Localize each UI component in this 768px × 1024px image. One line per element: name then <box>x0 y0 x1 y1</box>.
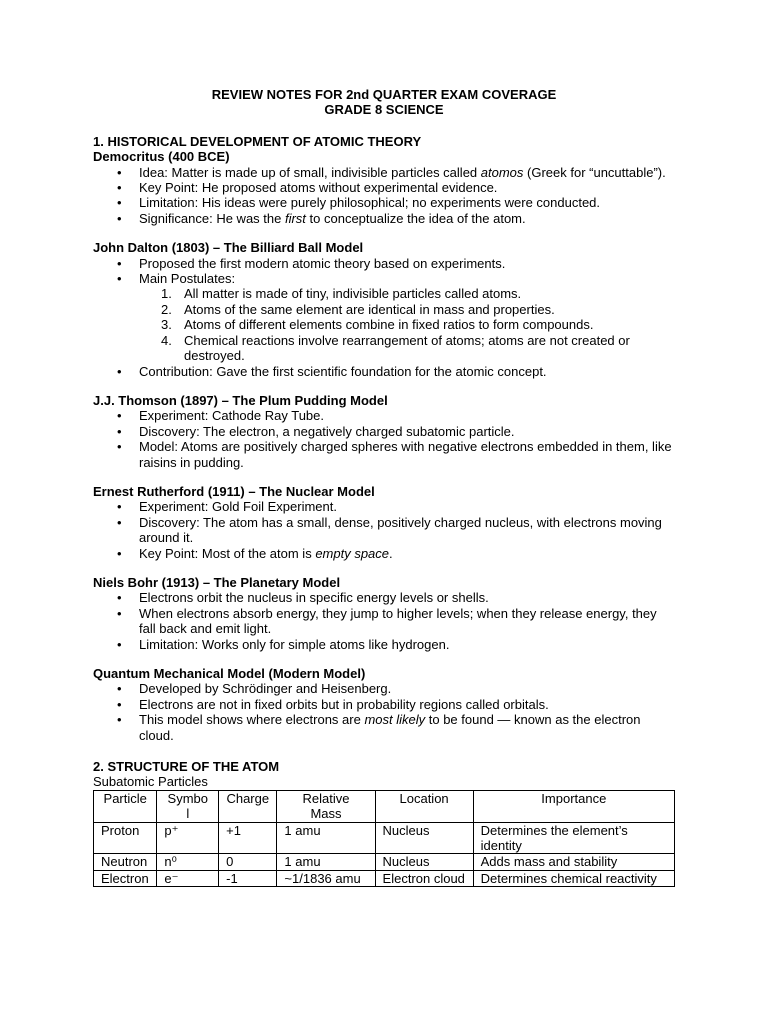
list-item <box>93 712 675 743</box>
cell: Determines the element’s identity <box>473 822 674 854</box>
cell: 1 amu <box>277 854 375 870</box>
thomson-block <box>93 393 675 470</box>
table-row <box>94 822 675 854</box>
text: (Greek for “uncuttable”). <box>523 164 666 180</box>
text: This model shows where electrons are <box>139 712 365 728</box>
emphasis: empty space <box>315 545 390 561</box>
text: Atoms of the same element are identical in mass and properties. <box>184 301 555 317</box>
postulate-item <box>93 286 675 301</box>
cell: 0 <box>219 854 277 870</box>
dalton-heading: John Dalton (1803) – The Billiard Ball Model <box>93 240 364 256</box>
text: Chemical reactions involve rearrangement of atoms; atoms are not created or destroyed. <box>184 332 630 364</box>
list-item: • Key Point: He proposed atoms without experimental evidence. <box>93 180 675 195</box>
text: to be found — known as the electron cloud. <box>139 712 641 743</box>
list-item <box>93 546 675 561</box>
dalton-postulates <box>93 286 675 363</box>
list-item: • Main Postulates: <box>93 271 675 286</box>
cell: p⁺ <box>157 822 219 854</box>
cell: Neutron <box>94 854 157 870</box>
list-item: • Contribution: Gave the first scientific foundation for the atomic concept. <box>93 364 675 379</box>
cell: Determines chemical reactivity <box>473 870 674 886</box>
list-item: • Proposed the first modern atomic theory based on experiments. <box>93 256 675 271</box>
header-particle: Particle <box>94 790 157 822</box>
list-item: • Discovery: The electron, a negatively charged subatomic particle. <box>93 424 675 439</box>
list-item <box>93 165 675 180</box>
thomson-heading: J.J. Thomson (1897) – The Plum Pudding Model <box>93 392 388 408</box>
democritus-heading: Democritus (400 BCE) <box>93 149 230 165</box>
text: Significance: He was the <box>139 210 285 226</box>
postulate-item <box>93 302 675 317</box>
text: Key Point: Most of the atom is <box>139 545 316 561</box>
dalton-list <box>93 256 675 287</box>
item-number: 4. <box>161 332 172 348</box>
quantum-block <box>93 666 675 743</box>
subatomic-particles-subheading: Subatomic Particles <box>93 774 208 790</box>
dalton-list-2 <box>93 364 675 379</box>
cell: +1 <box>219 822 277 854</box>
text: Atoms of different elements combine in fixed ratios to form compounds. <box>184 317 594 333</box>
list-item: • Experiment: Cathode Ray Tube. <box>93 408 675 423</box>
list-item: • Electrons orbit the nucleus in specific energy levels or shells. <box>93 590 675 605</box>
cell: Electron <box>94 870 157 886</box>
thomson-list <box>93 408 675 470</box>
table-row <box>94 854 675 870</box>
document-title-line-2: GRADE 8 SCIENCE <box>324 102 444 118</box>
section-1-heading: 1. HISTORICAL DEVELOPMENT OF ATOMIC THEORY <box>93 133 422 149</box>
text: . <box>389 545 393 561</box>
header-importance: Importance <box>473 790 674 822</box>
header-charge: Charge <box>219 790 277 822</box>
bohr-heading: Niels Bohr (1913) – The Planetary Model <box>93 574 341 590</box>
cell: ~1/1836 amu <box>277 870 375 886</box>
item-number: 3. <box>161 317 172 333</box>
cell: Nucleus <box>375 854 473 870</box>
emphasis: first <box>284 210 306 226</box>
cell: 1 amu <box>277 822 375 854</box>
list-item <box>93 211 675 226</box>
rutherford-list <box>93 499 675 561</box>
text: Idea: Matter is made up of small, indivisible particles called <box>139 164 481 180</box>
cell: Proton <box>94 822 157 854</box>
cell: Adds mass and stability <box>473 854 674 870</box>
list-item: • Discovery: The atom has a small, dense, positively charged nucleus, with electrons moving around it. <box>93 515 675 546</box>
democritus-list <box>93 165 675 227</box>
list-item: • Developed by Schrödinger and Heisenberg. <box>93 681 675 696</box>
text: to conceptualize the idea of the atom. <box>305 210 526 226</box>
section-2-heading: 2. STRUCTURE OF THE ATOM <box>93 759 280 775</box>
list-item: • When electrons absorb energy, they jump to higher levels; when they release energy, they fall back and emit light. <box>93 606 675 637</box>
text: All matter is made of tiny, indivisible particles called atoms. <box>184 286 522 302</box>
quantum-list <box>93 681 675 743</box>
dalton-block <box>93 240 675 379</box>
postulate-item <box>93 333 675 364</box>
rutherford-heading: Ernest Rutherford (1911) – The Nuclear Model <box>93 483 375 499</box>
subatomic-particles-table <box>93 790 675 887</box>
democritus-block <box>93 149 675 226</box>
item-number: 2. <box>161 301 172 317</box>
bohr-list <box>93 590 675 652</box>
emphasis: most likely <box>364 712 426 728</box>
list-item: • Limitation: Works only for simple atoms like hydrogen. <box>93 637 675 652</box>
cell: e⁻ <box>157 870 219 886</box>
postulate-item <box>93 317 675 332</box>
cell: n⁰ <box>157 854 219 870</box>
document-title-line-1: REVIEW NOTES FOR 2nd QUARTER EXAM COVERAGE <box>211 87 557 102</box>
quantum-heading: Quantum Mechanical Model (Modern Model) <box>93 666 366 681</box>
cell: Nucleus <box>375 822 473 854</box>
list-item: • Experiment: Gold Foil Experiment. <box>93 499 675 514</box>
table-header-row <box>94 790 675 822</box>
emphasis: atomos <box>480 164 524 180</box>
header-relative-mass: Relative Mass <box>277 790 375 822</box>
table-row <box>94 870 675 886</box>
list-item: • Electrons are not in fixed orbits but in probability regions called orbitals. <box>93 697 675 712</box>
header-location: Location <box>375 790 473 822</box>
rutherford-block <box>93 484 675 561</box>
cell: -1 <box>219 870 277 886</box>
cell: Electron cloud <box>375 870 473 886</box>
list-item: • Model: Atoms are positively charged spheres with negative electrons embedded in them, like raisins in pudding. <box>93 439 675 470</box>
list-item: • Limitation: His ideas were purely philosophical; no experiments were conducted. <box>93 195 675 210</box>
bohr-block <box>93 575 675 652</box>
item-number: 1. <box>161 286 172 302</box>
header-symbol: Symbo l <box>157 790 219 822</box>
